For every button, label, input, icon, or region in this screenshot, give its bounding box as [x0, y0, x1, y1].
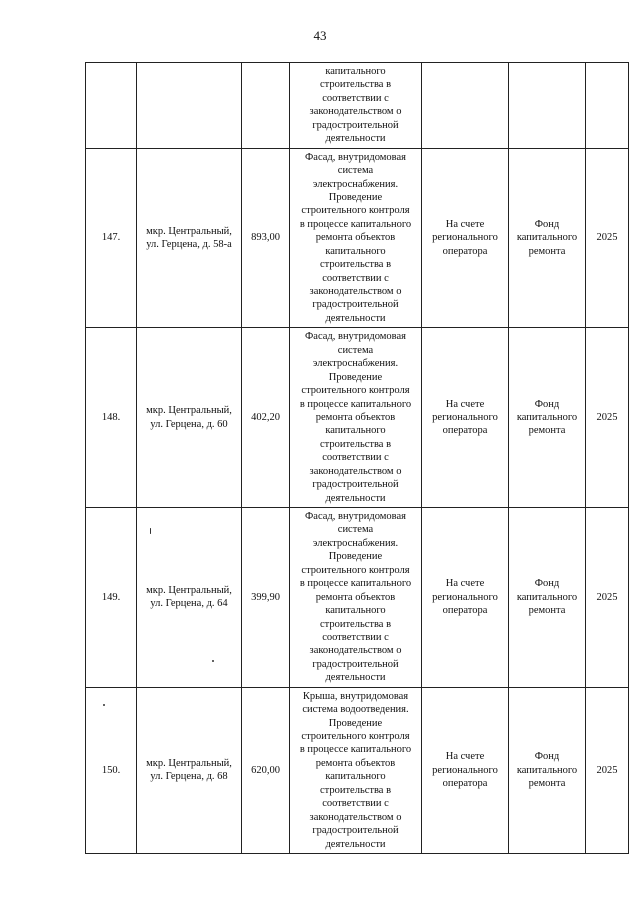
- cell-area: 893,00: [242, 148, 290, 328]
- cell-work: [290, 148, 422, 328]
- work-line: Проведение: [328, 371, 383, 383]
- work-line: система: [337, 344, 374, 356]
- cell-number: 147.: [86, 148, 137, 328]
- cell-year: 2025: [586, 687, 629, 853]
- work-line: ремонта объектов: [315, 232, 396, 244]
- table-row: [86, 687, 629, 853]
- work-line: капитального: [325, 245, 386, 257]
- work-line: деятельности: [325, 838, 386, 850]
- table-row: [86, 148, 629, 328]
- work-line: соответствии с: [322, 631, 389, 643]
- work-line: соответствии с: [322, 798, 389, 810]
- cell-address: мкр. Центральный, ул. Герцена, д. 68: [137, 687, 242, 853]
- cell-work: [290, 687, 422, 853]
- work-line: строительства в: [319, 79, 392, 91]
- cell-account: На счете регионального оператора: [422, 148, 509, 328]
- work-line: система водоотведения.: [302, 704, 409, 716]
- cell-year: [586, 63, 629, 149]
- work-line: строительства в: [319, 618, 392, 630]
- cell-account: [422, 63, 509, 149]
- cell-address: мкр. Центральный, ул. Герцена, д. 60: [137, 328, 242, 508]
- work-line: Фасад, внутридомовая: [304, 151, 406, 163]
- work-line: капитального: [325, 605, 386, 617]
- table-row: [86, 508, 629, 688]
- cell-work: [290, 328, 422, 508]
- work-line: Проведение: [328, 191, 383, 203]
- cell-address: мкр. Центральный, ул. Герцена, д. 58-а: [137, 148, 242, 328]
- work-line: законодательством о: [309, 645, 402, 657]
- work-line: строительного контроля: [301, 564, 410, 576]
- work-line: Крыша, внутридомовая: [302, 690, 409, 702]
- cell-address: мкр. Центральный, ул. Герцена, д. 64: [137, 508, 242, 688]
- cell-account: На счете регионального оператора: [422, 687, 509, 853]
- scan-speck: [103, 704, 105, 706]
- work-line: деятельности: [325, 133, 386, 145]
- cell-address: [137, 63, 242, 149]
- work-line: ремонта объектов: [315, 757, 396, 769]
- cell-year: 2025: [586, 328, 629, 508]
- work-line: в процессе капитального: [299, 578, 412, 590]
- work-line: строительства в: [319, 259, 392, 271]
- cell-source: [509, 63, 586, 149]
- work-line: электроснабжения.: [312, 537, 399, 549]
- work-line: система: [337, 165, 374, 177]
- work-line: электроснабжения.: [312, 178, 399, 190]
- work-line: деятельности: [325, 672, 386, 684]
- cell-number: 148.: [86, 328, 137, 508]
- scan-speck: [212, 660, 214, 662]
- cell-area: 620,00: [242, 687, 290, 853]
- cell-account: На счете регионального оператора: [422, 328, 509, 508]
- repair-program-table: [85, 62, 629, 854]
- cell-area: 402,20: [242, 328, 290, 508]
- work-line: законодательством о: [309, 286, 402, 297]
- work-line: законодательством о: [309, 106, 402, 118]
- work-line: соответствии с: [322, 452, 389, 464]
- work-line: градостроительной: [312, 479, 399, 491]
- page-number: 43: [313, 28, 327, 43]
- work-line: строительства в: [319, 784, 392, 796]
- work-line: Проведение: [328, 551, 383, 563]
- cell-source: Фонд капитального ремонта: [509, 148, 586, 328]
- work-line: градостроительной: [312, 825, 399, 837]
- work-line: соответствии с: [322, 272, 389, 284]
- cell-number: 149.: [86, 508, 137, 688]
- table-row-continuation: [86, 63, 629, 149]
- work-line: капитального: [325, 425, 386, 437]
- work-line: Фасад, внутридомовая: [304, 331, 406, 343]
- cell-year: 2025: [586, 148, 629, 328]
- work-line: деятельности: [325, 312, 386, 324]
- cell-work: [290, 63, 422, 149]
- work-line: градостроительной: [312, 119, 399, 131]
- work-line: в процессе капитального: [299, 744, 412, 756]
- work-line: строительства в: [319, 438, 392, 450]
- work-line: строительного контроля: [301, 731, 410, 742]
- work-line: в процессе капитального: [299, 398, 412, 410]
- cell-source: Фонд капитального ремонта: [509, 328, 586, 508]
- work-line: деятельности: [325, 492, 386, 504]
- work-line: градостроительной: [312, 658, 399, 670]
- scan-speck: [150, 528, 151, 534]
- work-line: ремонта объектов: [315, 411, 396, 423]
- work-line: законодательством о: [309, 465, 402, 477]
- work-line: электроснабжения.: [312, 358, 399, 370]
- cell-number: 150.: [86, 687, 137, 853]
- work-line: строительного контроля: [301, 205, 410, 217]
- cell-work: [290, 508, 422, 688]
- table-row: [86, 328, 629, 508]
- cell-number: [86, 63, 137, 149]
- work-line: система: [337, 524, 374, 536]
- work-line: Проведение: [328, 717, 383, 729]
- work-line: капитального: [325, 771, 386, 783]
- work-line: в процессе капитального: [299, 218, 412, 230]
- cell-account: На счете регионального оператора: [422, 508, 509, 688]
- cell-area: 399,90: [242, 508, 290, 688]
- work-line: законодательством о: [309, 811, 402, 823]
- work-line: градостроительной: [312, 299, 399, 311]
- cell-source: Фонд капитального ремонта: [509, 687, 586, 853]
- cell-source: Фонд капитального ремонта: [509, 508, 586, 688]
- cell-year: 2025: [586, 508, 629, 688]
- work-line: строительного контроля: [301, 385, 410, 397]
- cell-area: [242, 63, 290, 149]
- work-line: Фасад, внутридомовая: [304, 511, 406, 522]
- work-line: соответствии с: [322, 92, 389, 104]
- work-line: ремонта объектов: [315, 591, 396, 603]
- work-line: капитального: [325, 66, 386, 77]
